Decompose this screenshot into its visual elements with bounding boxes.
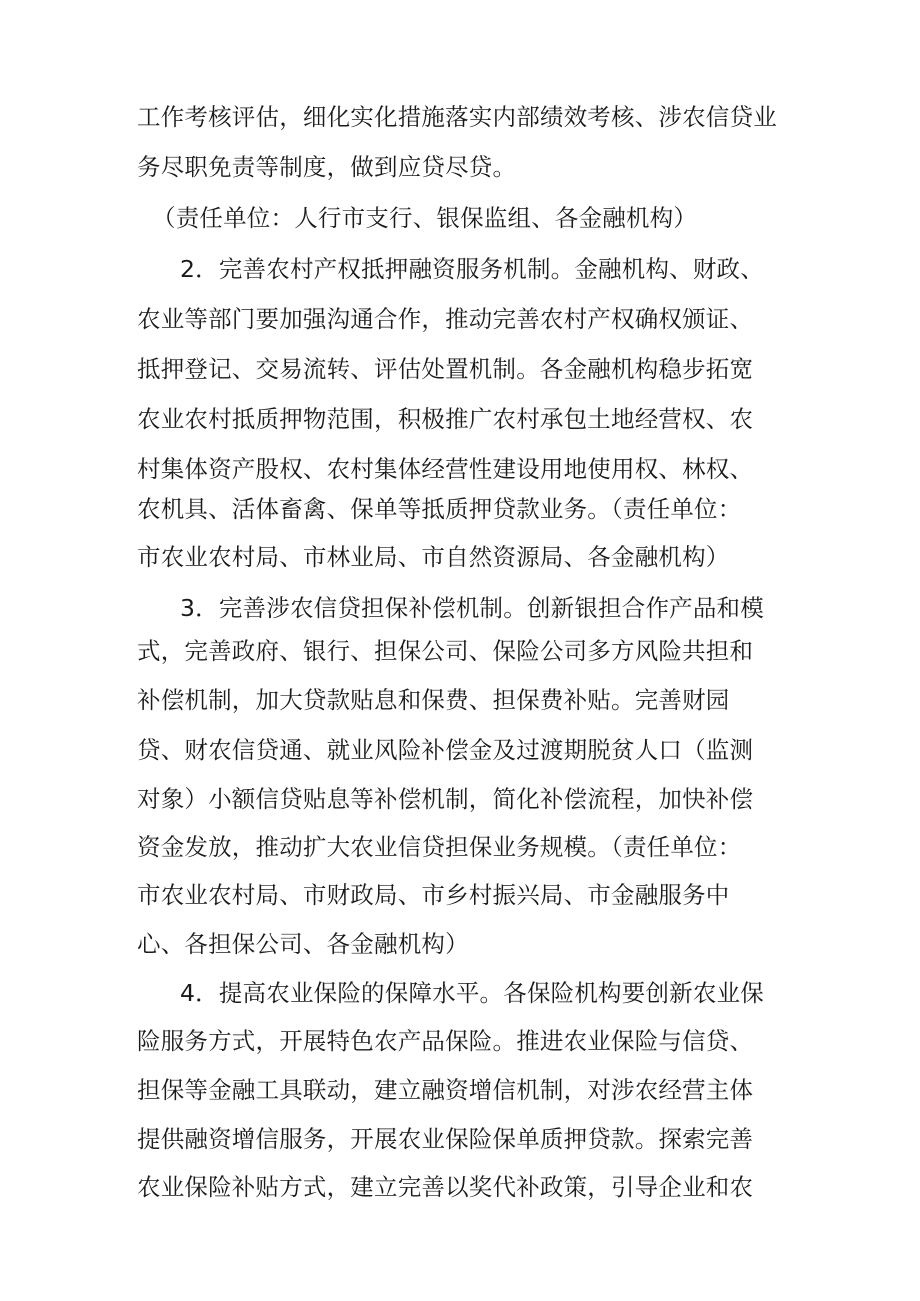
text-line: 对象）小额信贷贴息等补偿机制，简化补偿流程，加快补偿 (137, 785, 754, 813)
text-line: 险服务方式，开展特色农产品保险。推进农业保险与信贷、 (137, 1027, 754, 1055)
text-line: 市农业农村局、市林业局、市自然资源局、各金融机构） (137, 543, 730, 571)
text-line: 担保等金融工具联动，建立融资增信机制，对涉农经营主体 (137, 1076, 754, 1104)
text-line: 农业等部门要加强沟通合作，推动完善农村产权确权颁证、 (137, 305, 754, 333)
paragraph-2-heading-line: 2．完善农村产权抵押融资服务机制。金融机构、财政、 (180, 255, 764, 283)
text-line: 村集体资产股权、农村集体经营性建设用地使用权、林权、 (137, 455, 754, 483)
text-line: 市农业农村局、市财政局、市乡村振兴局、市金融服务中 (137, 881, 730, 909)
text-line: 抵押登记、交易流转、评估处置机制。各金融机构稳步拓宽 (137, 355, 754, 383)
text-line: 工作考核评估，细化实化措施落实内部绩效考核、涉农信贷业 (137, 103, 777, 131)
text-line: 农业农村抵质押物范围，积极推广农村承包土地经营权、农 (137, 405, 754, 433)
text-line: 农机具、活体畜禽、保单等抵质押贷款业务。（责任单位： (137, 495, 742, 523)
paragraph-3-heading-line: 3．完善涉农信贷担保补偿机制。创新银担合作产品和模 (180, 594, 764, 622)
paragraph-4-heading-line: 4．提高农业保险的保障水平。各保险机构要创新农业保 (180, 979, 764, 1007)
text-line: 补偿机制，加大贷款贴息和保费、担保费补贴。完善财园 (137, 686, 730, 714)
text-line: 式，完善政府、银行、担保公司、保险公司多方风险共担和 (137, 637, 754, 665)
text-line: 农业保险补贴方式，建立完善以奖代补政策，引导企业和农 (137, 1173, 754, 1201)
text-line: 务尽职免责等制度，做到应贷尽贷。 (137, 153, 517, 181)
text-line: 心、各担保公司、各金融机构） (137, 930, 469, 958)
text-line: 贷、财农信贷通、就业风险补偿金及过渡期脱贫人口（监测 (137, 736, 754, 764)
text-line: 提供融资增信服务，开展农业保险保单质押贷款。探索完善 (137, 1125, 754, 1153)
text-line: （责任单位：人行市支行、银保监组、各金融机构） (152, 204, 698, 232)
text-line: 资金发放，推动扩大农业信贷担保业务规模。（责任单位： (137, 833, 742, 861)
